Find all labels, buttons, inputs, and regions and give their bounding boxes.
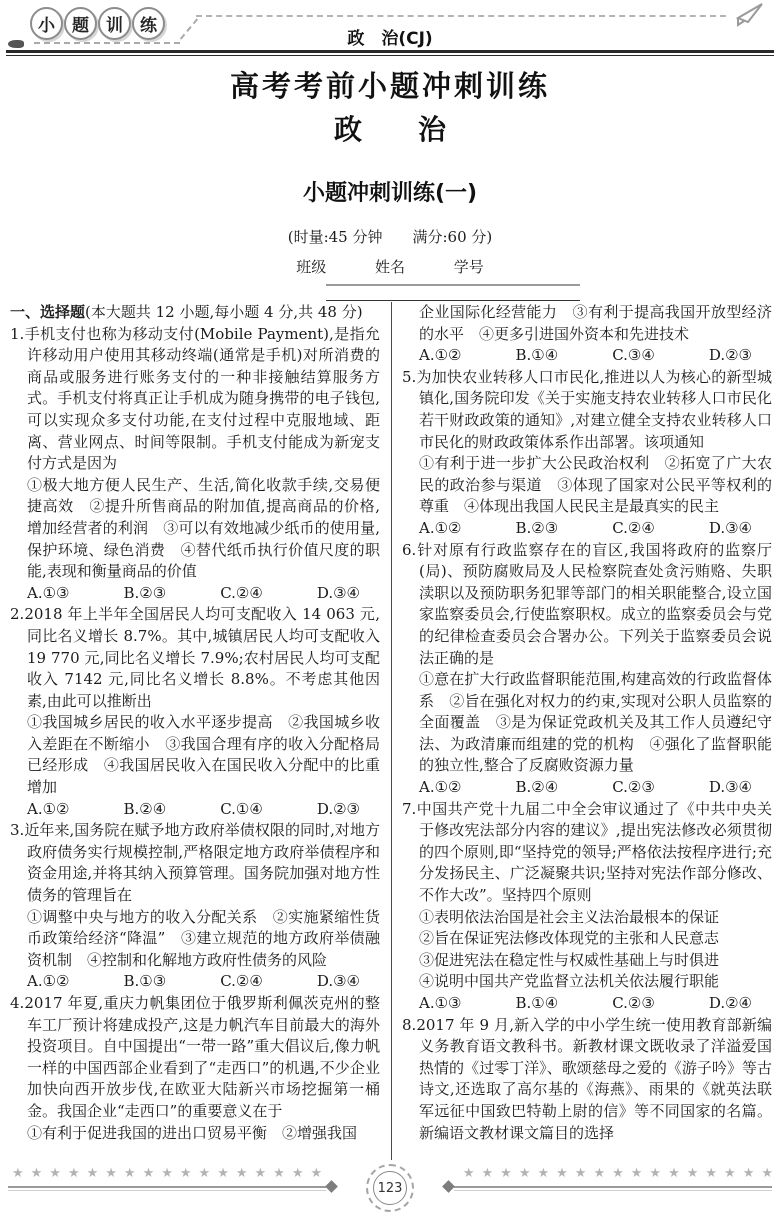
answer-option: A.①③ — [419, 994, 462, 1012]
star-row-right: ★★★★★★★★★★★★★★★★★ — [462, 1166, 780, 1181]
answer-option: A.①② — [419, 346, 462, 365]
question-text: 为加快农业转移人口市民化,推进以人为核心的新型城镇化,国务院印发《关于实施支持农业转移人口市民化若干财政政策的通知》,对建立健全支持农业转移人口市民化的财政政策体系作出部署。该项通知 — [416, 367, 772, 451]
question-body: ①意在扩大行政监督职能范围,构建高效的行政监督体系 ②旨在强化对权力的约束,实现对公职人员监察的全面覆盖 ③是为保证党政机关及其工作人员遵纪守法、为政清廉而组建的党的机构 ④强化了监督职能的独立性,整合了反腐败资源力量 — [419, 670, 772, 775]
diamond-ornament — [325, 1180, 338, 1193]
question-body: ①调整中央与地方的收入分配关系 ②实施紧缩性货币政策给经济“降温” ③建立规范的地方政府举债融资机制 ④控制和化解地方政府性债务的风险 — [27, 907, 380, 969]
diamond-ornament — [442, 1180, 455, 1193]
footer-line-left — [8, 1186, 326, 1191]
question-area — [10, 302, 772, 1164]
column-gap — [380, 302, 402, 1164]
answer-option: B.②③ — [123, 583, 167, 602]
id-field — [454, 258, 484, 276]
question-number: 5. — [402, 367, 417, 386]
name-label: 姓名 — [374, 258, 405, 276]
answer-option: C.②④ — [220, 972, 263, 991]
question-stem — [10, 604, 380, 712]
answer-option: B.②④ — [515, 778, 559, 797]
id-blank-line — [484, 284, 580, 301]
question-text: 中国共产党十九届二中全会审议通过了《中共中央关于修改宪法部分内容的建议》,提出宪法修改必须贯彻的四个原则,即“坚持党的领导;严格依法按程序进行;充分发扬民主、广泛凝聚共识;坚持对宪法作部分修改、不作大改”。坚持四个原则 — [416, 799, 772, 905]
section-label: 一、选择题 — [10, 303, 86, 321]
left-column — [10, 302, 380, 1164]
question-body: 企业国际化经营能力 ③有利于提高我国开放型经济的水平 ④更多引进国外资本和先进技术 — [419, 303, 772, 343]
question-number: 4. — [10, 994, 25, 1012]
id-label: 学号 — [453, 258, 484, 276]
right-column — [402, 302, 772, 1164]
page-header — [0, 0, 780, 56]
question-stem — [10, 820, 380, 906]
answer-option: B.②④ — [123, 799, 167, 818]
page-footer — [0, 1158, 780, 1206]
question-body: ①有利于促进我国的进出口贸易平衡 ②增强我国 — [27, 1123, 358, 1142]
answer-option: A.①② — [27, 972, 70, 991]
answer-options — [402, 777, 772, 799]
answer-option: B.②③ — [515, 518, 559, 537]
logo-char: 题 — [64, 7, 97, 40]
question-body: ②旨在保证宪法修改体现党的主张和人民意志 — [419, 929, 720, 948]
question-body: ③促进宪法在稳定性与权威性基础上与时俱进 — [419, 950, 720, 969]
header-subject: 政 治(CJ) — [347, 29, 433, 49]
question-body: ①表明依法治国是社会主义法治最根本的保证 — [419, 907, 720, 926]
question-body: ①有利于进一步扩大公民政治权利 ②拓宽了广大农民的政治参与渠道 ③体现了国家对公民平等权利的尊重 ④体现出我国人民民主是最真实的民主 — [419, 454, 772, 516]
section-header — [10, 302, 380, 324]
answer-options — [402, 345, 772, 367]
question-stem — [402, 1015, 772, 1145]
answer-option: A.①② — [419, 778, 462, 797]
answer-option: D.②④ — [708, 994, 752, 1012]
question-text: 手机支付也称为移动支付(Mobile Payment),是指允许移动用户使用其移动终端(通常是手机)对所消费的商品或服务进行账务支付的一种非接触结算服务方式。手机支付将真正让手机成为随身携带的电子钱包,可以实现众多支付功能,在支付过程中克服地域、距离、营业网点、时间等限制。手机支付能成为新宠支付方式是因为 — [24, 324, 380, 473]
answer-option: A.①② — [419, 518, 462, 537]
question-stem — [402, 799, 772, 907]
page-number: 123 — [373, 1171, 407, 1205]
question-body: ④说明中国共产党监督立法机关依法履行职能 — [419, 972, 720, 991]
answer-option: C.③④ — [612, 346, 655, 365]
answer-option: B.①④ — [515, 994, 559, 1012]
logo-char: 训 — [98, 7, 131, 40]
section-note: (本大题共 12 小题,每小题 4 分,共 48 分) — [85, 303, 363, 321]
subject-title: 政 治 — [333, 113, 446, 146]
page-number-badge — [366, 1164, 414, 1212]
footer-line-right — [454, 1186, 772, 1191]
column-divider — [391, 302, 392, 1160]
paper-section-title: 小题冲刺训练(一) — [302, 181, 478, 206]
answer-option: D.③④ — [708, 778, 752, 797]
answer-option: D.③④ — [708, 518, 752, 537]
answer-option: D.③④ — [316, 972, 360, 991]
answer-option: C.②③ — [612, 778, 655, 797]
answer-option: A.①③ — [27, 583, 70, 602]
main-title: 高考考前小题冲刺训练 — [229, 69, 550, 103]
question-text: 针对原有行政监察存在的盲区,我国将政府的监察厅(局)、预防腐败局及人民检察院查处贪污贿赂、失职渎职以及预防职务犯罪等部门的相关职能整合,设立国家监察委员会,行使监察职权。成立的监察委员会与党的纪律检查委员会合署办公。下列关于监察委员会说法正确的是 — [416, 540, 772, 667]
answer-option: C.②④ — [612, 518, 655, 537]
answer-options — [402, 993, 772, 1015]
question-number: 2. — [10, 605, 25, 624]
answer-option: D.③④ — [316, 583, 360, 602]
answer-option: B.①③ — [123, 972, 167, 991]
question-number: 3. — [10, 821, 25, 840]
answer-options — [10, 971, 380, 993]
header-rule — [6, 50, 774, 56]
question-body: ①极大地方便人民生产、生活,简化收款手续,交易便捷高效 ②提升所售商品的附加值,提高商品的价格,增加经营者的利润 ③可以有效地减少纸币的使用量,保护环境、绿色消费 ④替代纸币执行价值尺度的职能,表现和衡量商品的价值 — [27, 475, 380, 581]
question-text: 2017 年夏,重庆力帆集团位于俄罗斯利佩茨克州的整车工厂预计将建成投产,这是力帆汽车目前最大的海外投资项目。自中国提出“一带一路”重大倡议后,像力帆一样的中国西部企业看到了“走西口”的机遇,不少企业加快向西开放步伐,在欧亚大陆新兴市场挖掘第一桶金。我国企业“走西口”的重要意义在于 — [24, 994, 380, 1120]
answer-option: C.②③ — [612, 994, 655, 1012]
answer-option: B.①④ — [515, 346, 559, 365]
question-stem — [10, 993, 380, 1123]
exam-meta: (时量:45 分钟 满分:60 分) — [287, 228, 493, 246]
logo-char: 练 — [132, 7, 165, 40]
dashed-line — [196, 15, 726, 17]
answer-options — [10, 583, 380, 605]
answer-options — [402, 518, 772, 540]
answer-option: D.②③ — [316, 799, 360, 818]
answer-option: A.①② — [27, 799, 70, 818]
question-stem — [402, 540, 772, 670]
question-stem — [402, 367, 772, 453]
logo-char: 小 — [30, 7, 63, 40]
student-info-row — [0, 256, 780, 277]
question-number: 1. — [10, 324, 25, 343]
question-text: 近年来,国务院在赋予地方政府举债权限的同时,对地方政府债务实行规模控制,严格限定地方政府举债程序和资金用途,并将其纳入预算管理。国务院加强对地方性债务的管理旨在 — [24, 821, 380, 905]
question-number: 8. — [402, 1015, 417, 1034]
question-number: 6. — [402, 540, 417, 559]
answer-option: C.①④ — [220, 799, 263, 818]
answer-option: C.②④ — [220, 583, 263, 602]
star-row-left: ★★★★★★★★★★★★★★★★★ — [12, 1166, 330, 1181]
answer-option: D.②③ — [708, 346, 752, 365]
class-label: 班级 — [296, 258, 327, 276]
question-text: 2017 年 9 月,新入学的中小学生统一使用教育部新编义务教育语文教科书。新教材课文既收录了洋溢爱国热情的《过零丁洋》、歌颂慈母之爱的《游子吟》等古诗文,还选取了高尔基的《海燕》、雨果的《就英法联军远征中国致巴特勒上尉的信》等不同国家的名篇。新编语文教材课文篇目的选择 — [416, 1015, 772, 1142]
question-body: ①我国城乡居民的收入水平逐步提高 ②我国城乡收入差距在不断缩小 ③我国合理有序的收入分配格局已经形成 ④我国居民收入在国民收入分配中的比重增加 — [27, 713, 380, 797]
question-number: 7. — [402, 799, 417, 818]
answer-options — [10, 799, 380, 821]
question-text: 2018 年上半年全国居民人均可支配收入 14 063 元,同比名义增长 8.7%。其中,城镇居民人均可支配收入 19 770 元,同比名义增长 7.9%;农村居民人均可支配收入 7142 元,同比名义增长 8.8%。不考虑其他因素,由此可以推断出 — [24, 605, 380, 710]
name-field — [375, 258, 405, 276]
class-field — [296, 258, 326, 276]
question-stem — [10, 324, 380, 475]
